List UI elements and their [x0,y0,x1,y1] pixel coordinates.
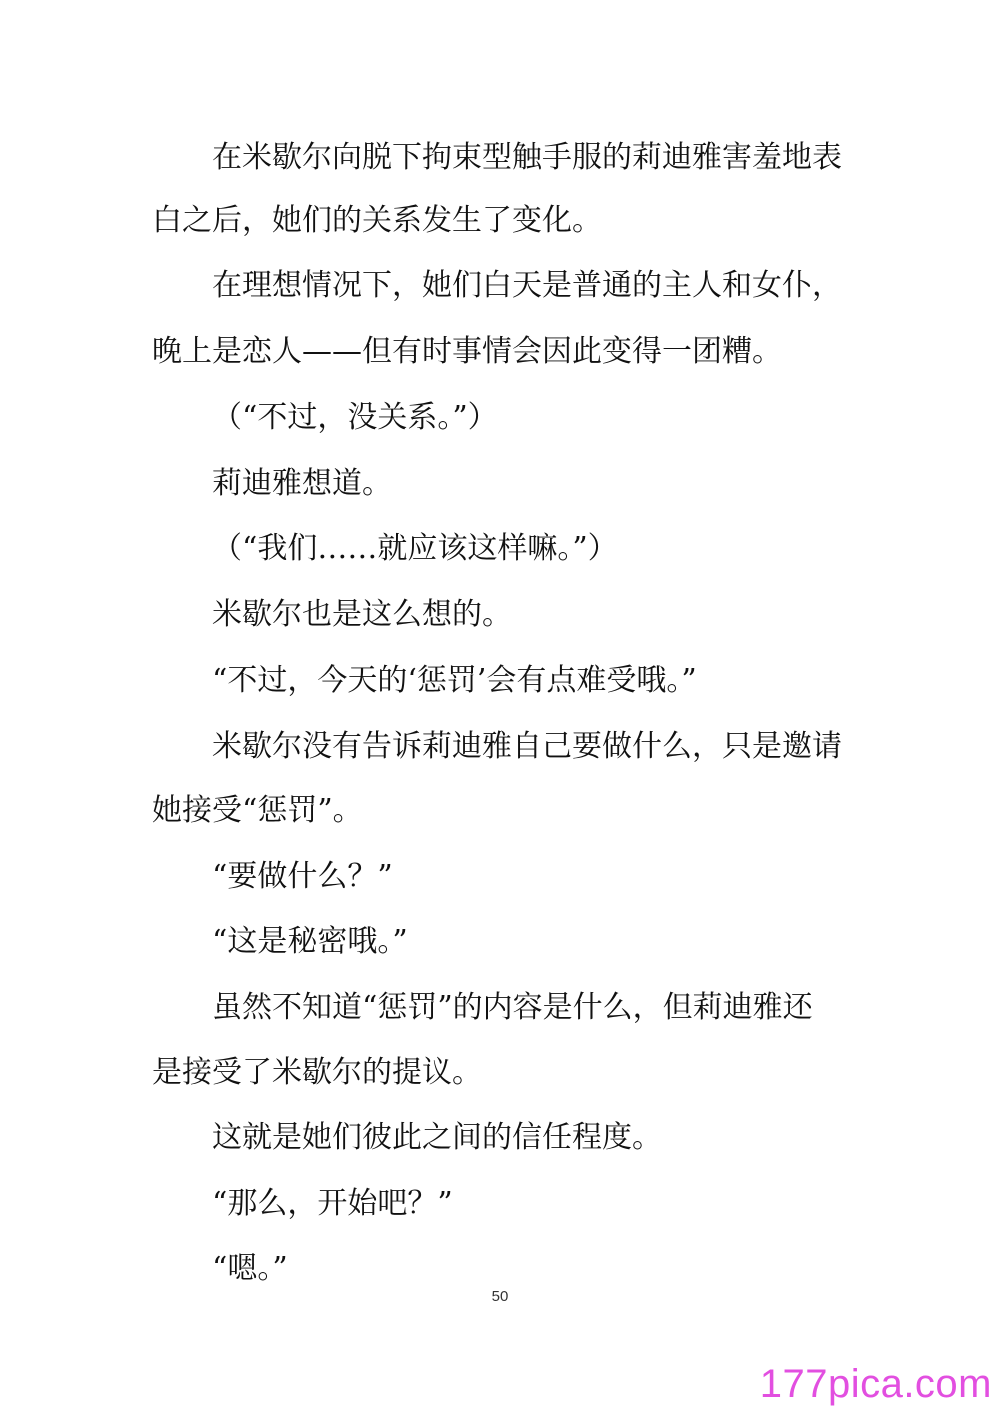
paragraph-line: “嗯。” [212,1251,288,1286]
paragraph-line: 在米歇尔向脱下拘束型触手服的莉迪雅害羞地表 [212,140,842,175]
paragraph-line: 莉迪雅想道。 [212,466,392,501]
paragraph-line: 在理想情况下，她们白天是普通的主人和女仆， [212,268,842,303]
watermark-text: 177pica.com [759,1362,992,1406]
paragraph-line: 这就是她们彼此之间的信任程度。 [212,1120,662,1155]
paragraph-line: 她接受“惩罚”。 [152,793,363,828]
paragraph-line: 米歇尔也是这么想的。 [212,597,512,632]
paragraph-line: 米歇尔没有告诉莉迪雅自己要做什么，只是邀请 [212,729,842,764]
paragraph-line: （“不过，没关系。”） [212,400,498,435]
paragraph-line: “那么，开始吧？” [212,1186,453,1221]
paragraph-line: 白之后，她们的关系发生了变化。 [152,203,602,238]
paragraph-line: 虽然不知道“惩罚”的内容是什么，但莉迪雅还 [212,990,813,1025]
paragraph-line: （“我们……就应该这样嘛。”） [212,531,618,566]
page-number: 50 [491,1288,509,1305]
paragraph-line: “这是秘密哦。” [212,924,408,959]
paragraph-line: “要做什么？” [212,859,393,894]
paragraph-line: 晚上是恋人——但有时事情会因此变得一团糟。 [152,334,782,369]
paragraph-line: 是接受了米歇尔的提议。 [152,1055,482,1090]
paragraph-line: “不过，今天的‘惩罚’会有点难受哦。” [212,663,697,698]
